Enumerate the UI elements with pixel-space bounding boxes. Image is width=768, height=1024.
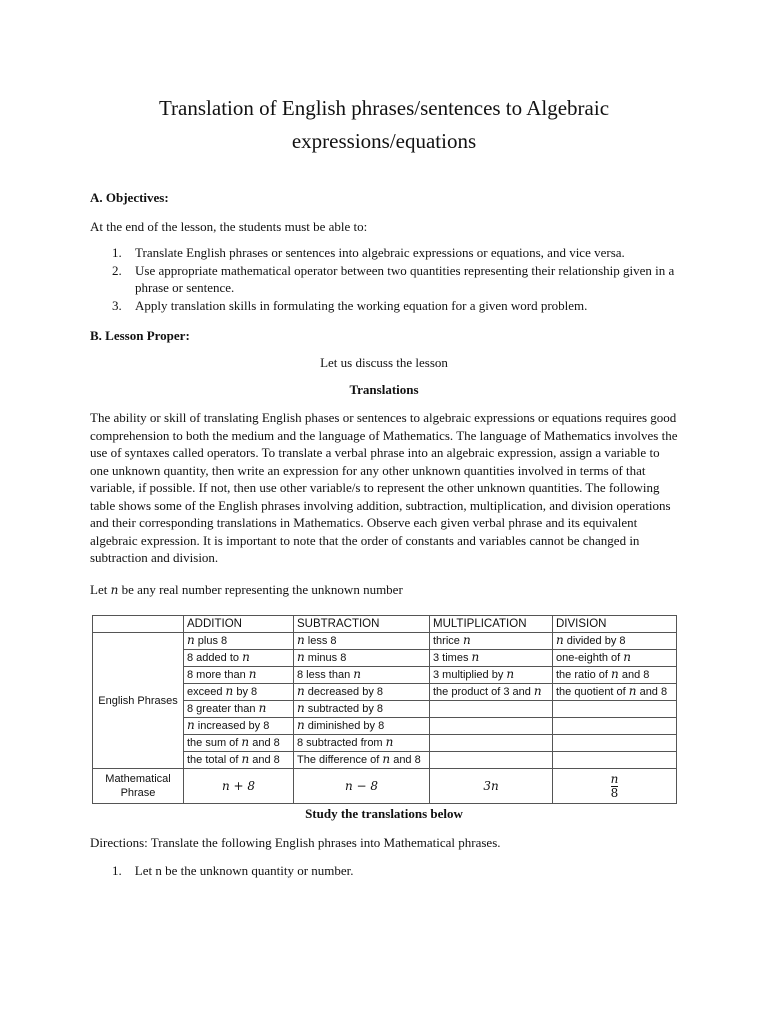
list-text: Apply translation skills in formulating the working equation for a given word problem.	[135, 297, 588, 313]
corner-cell	[93, 616, 184, 633]
math-addition-expr: n + 8	[221, 778, 256, 793]
math-label-line-2: Phrase	[120, 787, 156, 799]
table-header-row	[93, 616, 677, 633]
english-phrases-label: English Phrases	[93, 633, 184, 769]
table-cell: 8 added to n	[184, 650, 294, 667]
math-division	[553, 769, 677, 804]
translations-paragraph: The ability or skill of translating English phases or sentences to algebraic expressions or equations requires good comprehension to both the medium and the language of Mathematics. The language of Mathematics involves the use of syntaxes called operators. To translate a verbal phrase into an algebraic expression, assign a variable to one unknown quantity, then write an expression for any other unknown quantities involved in terms of that variable, if possible. If not, then use other variable/s to represent the other unknown quantities. The following table shows some of the English phrases involving addition, subtraction, multiplication, and division operations and their corresponding translations in Mathematics. Observe each given verbal phrase and its equivalent algebraic expression. It is important to note that the order of constants and variables cannot be changed in subtraction and division.	[90, 410, 678, 565]
table-cell	[430, 752, 553, 769]
list-item	[90, 297, 690, 315]
study-heading: Study the translations below	[305, 806, 463, 821]
objectives-intro: At the end of the lesson, the students must be able to:	[90, 219, 368, 234]
let-n-post: be any real number representing the unknown number	[118, 582, 403, 597]
table-cell	[553, 735, 677, 752]
table-cell	[553, 752, 677, 769]
col-header-multiplication: MULTIPLICATION	[430, 616, 553, 633]
table-row	[93, 633, 677, 650]
col-header-addition: ADDITION	[184, 616, 294, 633]
math-multiplication	[430, 769, 553, 804]
table-cell: 8 less than n	[294, 667, 430, 684]
math-multiplication-expr: 3n	[483, 778, 499, 793]
list-item	[90, 262, 690, 297]
table-cell: exceed n by 8	[184, 684, 294, 701]
list-number: 1.	[112, 863, 122, 878]
table-cell: 8 subtracted from n	[294, 735, 430, 752]
table-cell: 8 more than n	[184, 667, 294, 684]
table-cell: 8 greater than n	[184, 701, 294, 718]
table-cell: the sum of n and 8	[184, 735, 294, 752]
table-cell: n divided by 8	[553, 633, 677, 650]
table-cell	[553, 718, 677, 735]
table-cell	[430, 735, 553, 752]
table-cell	[430, 701, 553, 718]
list-text: Translate English phrases or sentences into algebraic expressions or equations, and vice versa.	[135, 245, 625, 260]
exercise-item-1	[112, 862, 354, 880]
division-fraction	[611, 773, 619, 800]
col-header-division: DIVISION	[553, 616, 677, 633]
table-cell: n diminished by 8	[294, 718, 430, 735]
table-cell: n increased by 8	[184, 718, 294, 735]
table-cell: n less 8	[294, 633, 430, 650]
col-header-subtraction: SUBTRACTION	[294, 616, 430, 633]
math-phrase-label	[93, 769, 184, 804]
list-number: 1.	[112, 245, 122, 260]
let-n-statement	[90, 581, 403, 600]
table-cell: The difference of n and 8	[294, 752, 430, 769]
list-text: Let n be the unknown quantity or number.	[134, 863, 354, 878]
table-cell: the total of n and 8	[184, 752, 294, 769]
math-phrase-row	[93, 769, 677, 804]
table-cell: the quotient of n and 8	[553, 684, 677, 701]
table-cell: n subtracted by 8	[294, 701, 430, 718]
list-text: Use appropriate mathematical operator between two quantities representing their relationship given in a phrase or sentence.	[135, 262, 675, 295]
title-line-1: Translation of English phrases/sentences to Algebraic	[158, 96, 610, 120]
objectives-list	[90, 244, 690, 314]
math-subtraction-expr: n − 8	[344, 778, 379, 793]
table-cell: one-eighth of n	[553, 650, 677, 667]
list-number: 2.	[112, 262, 122, 278]
translation-table	[92, 615, 677, 804]
table-cell: thrice n	[430, 633, 553, 650]
lesson-proper-heading: B. Lesson Proper:	[90, 328, 190, 343]
table-cell	[430, 718, 553, 735]
fraction-denominator: 8	[610, 785, 619, 800]
title-line-2: expressions/equations	[291, 129, 477, 153]
directions: Directions: Translate the following English phrases into Mathematical phrases.	[90, 835, 501, 850]
list-number: 3.	[112, 297, 122, 313]
let-n-var: n	[110, 583, 119, 597]
table-cell	[553, 701, 677, 718]
math-subtraction	[294, 769, 430, 804]
table-cell: the ratio of n and 8	[553, 667, 677, 684]
fraction-numerator: n	[610, 771, 619, 786]
table-cell: 3 times n	[430, 650, 553, 667]
table-cell: the product of 3 and n	[430, 684, 553, 701]
table-cell: 3 multiplied by n	[430, 667, 553, 684]
objectives-heading: A. Objectives:	[90, 190, 169, 205]
table-cell: n minus 8	[294, 650, 430, 667]
math-addition	[184, 769, 294, 804]
math-label-line-1: Mathematical	[105, 773, 171, 785]
page-title	[60, 92, 708, 158]
table-cell: n decreased by 8	[294, 684, 430, 701]
translations-heading: Translations	[349, 382, 419, 397]
table-body	[93, 633, 677, 804]
discuss-line: Let us discuss the lesson	[320, 355, 448, 370]
let-n-pre: Let	[90, 582, 111, 597]
list-item	[90, 244, 690, 262]
table-cell: n plus 8	[184, 633, 294, 650]
